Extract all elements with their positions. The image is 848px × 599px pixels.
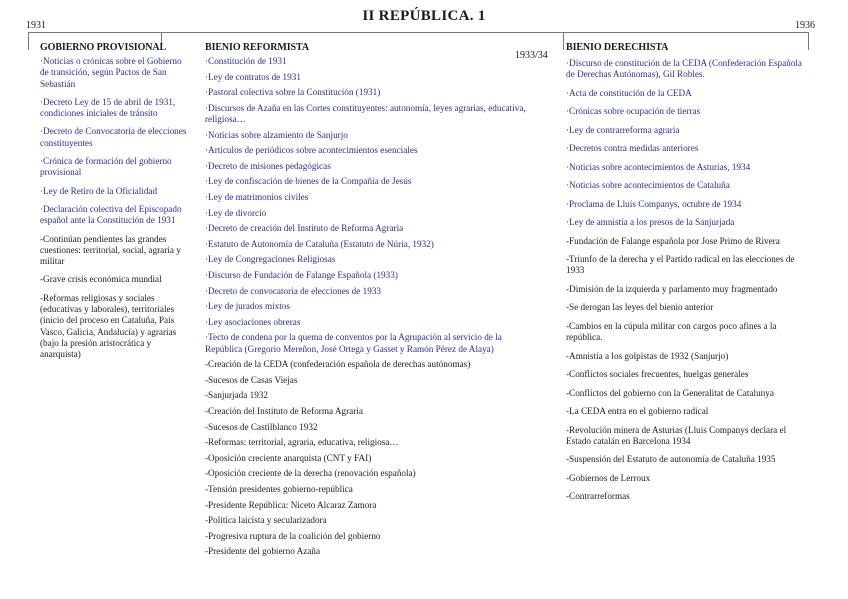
event-item: -Grave crisis económica mundial xyxy=(40,274,162,285)
document-item: ·Noticias sobre alzamiento de Sanjurjo xyxy=(205,129,348,140)
document-item: ·Decreto Ley de 15 de abril de 1931, condiciones iniciales de tránsito xyxy=(40,96,176,119)
event-item: -Fundación de Falange española por Jose Primo de Rivera xyxy=(566,235,780,246)
column-gobierno-provisional xyxy=(40,42,190,368)
timeline-bar xyxy=(28,32,809,33)
event-item: -La CEDA entra en el gobierno radical xyxy=(566,406,709,417)
timeline-tick xyxy=(563,32,564,50)
item-list xyxy=(205,56,540,558)
event-item: -Suspensión del Estatuto de autonomía de Cataluña 1935 xyxy=(566,454,776,465)
event-item: -Progresiva ruptura de la coalición del gobierno xyxy=(205,530,381,541)
event-item: -Sucesos de Castilblanco 1932 xyxy=(205,421,318,432)
document-item: ·Noticias o crónicas sobre el Gobierno de transición, según Pactos de San Sebastián xyxy=(40,56,182,89)
event-item: -Dimisión de la izquierda y parlamento muy fragmentado xyxy=(566,283,778,294)
document-item: ·Proclama de Lluís Companys, octubre de 1934 xyxy=(566,198,742,209)
event-item: -Presidente del gobierno Azaña xyxy=(205,546,321,557)
event-item: -Sucesos de Casas Viejas xyxy=(205,374,298,385)
item-list xyxy=(566,58,811,503)
document-item: ·Tecto de condena por la quema de conventos por la Agrupación al servicio de la República (Gregorio Mereñon, José Ortega y Gasset y Ramón Pérez de Alaya) xyxy=(205,332,502,354)
document-item: ·Decreto de convocatoria de elecciones de 1933 xyxy=(205,285,382,296)
event-item: -Conflictos sociales frecuentes, huelgas generales xyxy=(566,369,749,380)
event-item: -Revolución minera de Asturias (Lluis Companys declara el Estado catalán en Barcelona 1934 xyxy=(566,424,787,446)
event-item: -Amnistía a los golpistas de 1932 (Sanjurjo) xyxy=(566,350,729,361)
event-item: -Gobiernos de Lerroux xyxy=(566,472,651,483)
document-item: ·Crónicas sobre ocupación de tierras xyxy=(566,106,701,117)
column-heading: GOBIERNO PROVISIONAL xyxy=(40,42,167,53)
document-item: ·Crónica de formación del gobierno provisional xyxy=(40,156,172,178)
document-item: ·Artículos de periódicos sobre acontecimientos esenciales xyxy=(205,145,418,156)
event-item: -Política laicista y secularizadora xyxy=(205,515,327,526)
event-item: -Oposición creciente de la derecha (renovación española) xyxy=(205,468,416,479)
column-bienio-derechista xyxy=(566,42,811,510)
document-item: ·Ley de jurados mixtos xyxy=(205,301,290,312)
timeline-mid-label: 1933/34 xyxy=(515,50,548,61)
document-item: ·Estatuto de Autonomía de Cataluña (Estatuto de Núria, 1932) xyxy=(205,238,434,249)
document-item: ·Acta de constitución de la CEDA xyxy=(566,87,692,98)
timeline-start-year: 1931 xyxy=(26,20,46,31)
document-item: ·Noticias sobre acontecimientos de Cataluña xyxy=(566,180,730,191)
event-item: -Reformas: territorial, agraria, educativa, religiosa… xyxy=(205,437,399,448)
event-item: -Oposición creciente anarquista (CNT y FAI) xyxy=(205,452,372,463)
event-item: -Se derogan las leyes del bienio anterior xyxy=(566,302,714,313)
document-item: ·Ley de contratos de 1931 xyxy=(205,71,301,82)
document-item: ·Decreto de creación del Instituto de Reforma Agraria xyxy=(205,223,404,234)
event-item: -Presidente República: Niceto Alcaraz Zamora xyxy=(205,499,377,510)
timeline-tick xyxy=(28,32,29,50)
document-item: ·Ley de amnistía a los presos de la Sanjurjada xyxy=(566,217,735,228)
item-list xyxy=(40,56,190,361)
column-heading: BIENIO REFORMISTA xyxy=(205,42,309,53)
event-item: -Creación del Instituto de Reforma Agraria xyxy=(205,406,363,417)
document-item: ·Discurso de constitución de la CEDA (Confederación Española de Derechas Autónomas), Gil Robles. xyxy=(566,58,803,80)
document-item: ·Decretos contra medidas anteriores xyxy=(566,143,699,154)
document-item: ·Ley asociaciones obreras xyxy=(205,316,301,327)
document-item: ·Discurso de Fundación de Falange Española (1933) xyxy=(205,270,398,281)
document-item: ·Discursos de Azaña en las Cortes constituyentes: autonomía, leyes agrarias, educativa, religiosa… xyxy=(205,102,526,125)
event-item: -Creación de la CEDA (confederación española de derechas autónomas) xyxy=(205,359,471,370)
document-item: ·Decreto de misiones pedagógicas xyxy=(205,160,331,171)
event-item: -Continúan pendientes las grandes cuestiones: territorial, social, agraria y militar xyxy=(40,233,181,267)
document-item: ·Ley de Retiro de la Oficialidad xyxy=(40,185,158,196)
column-bienio-reformista xyxy=(205,42,540,562)
document-item: ·Ley de confiscación de bienes de la Compañía de Jesús xyxy=(205,176,412,187)
event-item: -Triunfo de la derecha y el Partido radical en las elecciones de 1933 xyxy=(566,254,795,276)
document-item: ·Constitución de 1931 xyxy=(205,56,287,66)
document-item: ·Declaración colectiva del Episcopado español ante la Constitución de 1931 xyxy=(40,203,182,226)
document-item: ·Ley de matrimonios civiles xyxy=(205,192,309,203)
document-item: ·Decreto de Convocatoria de elecciones constituyentes xyxy=(40,126,187,148)
page-title: II REPÚBLICA. 1 xyxy=(362,8,486,24)
event-item: -Tensión presidentes gobierno-república xyxy=(205,484,353,495)
event-item: -Reformas religiosas y sociales (educativas y laborales), territoriales (inicio del proceso en Cataluña, País Vasco, Galicia, Andalucía) y agrarias (bajo la presión aristocrática y anarquista) xyxy=(40,292,177,360)
document-item: ·Noticias sobre acontecimientos de Asturias, 1934 xyxy=(566,161,751,172)
document-item: ·Ley de contrarreforma agraria xyxy=(566,124,680,135)
timeline-end-year: 1936 xyxy=(795,20,815,31)
document-item: ·Pastoral colectiva sobre la Constitución (1931) xyxy=(205,87,381,98)
event-item: -Cambios en la cúpula militar con cargos poco afines a la república. xyxy=(566,320,777,343)
event-item: -Contrarreformas xyxy=(566,491,630,502)
document-item: ·Ley de divorcio xyxy=(205,207,267,218)
event-item: -Conflictos del gobierno con la Generalitat de Catalunya xyxy=(566,387,774,398)
column-heading: BIENIO DERECHISTA xyxy=(566,42,669,53)
event-item: -Sanjurjada 1932 xyxy=(205,390,269,401)
document-item: ·Ley de Congregaciones Religiosas xyxy=(205,254,336,265)
